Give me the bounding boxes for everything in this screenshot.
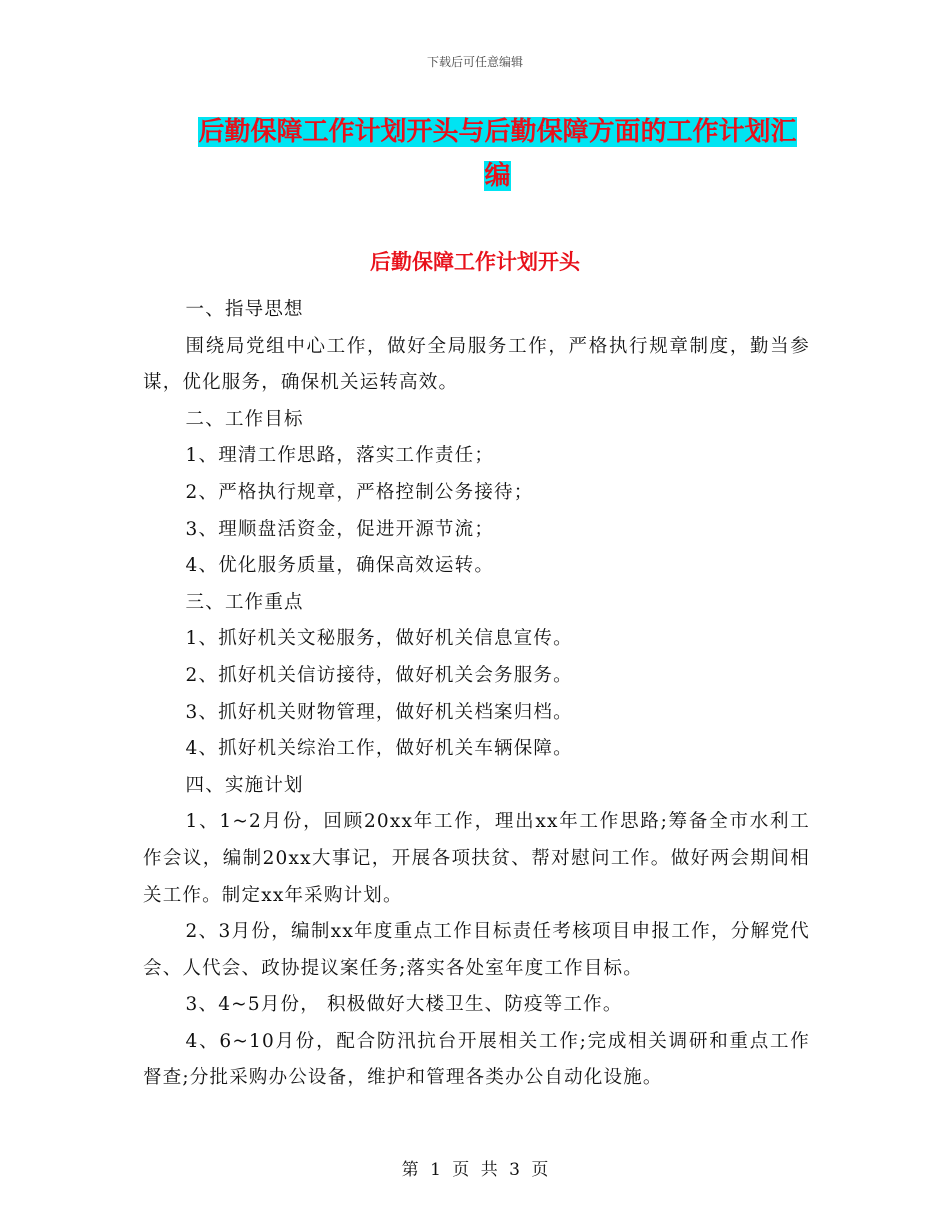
list-item: 2、3月份，编制xx年度重点工作目标责任考核项目申报工作，分解党代会、人代会、政协提议案任务;落实各处室年度工作目标。 [143, 921, 810, 979]
list-item: 4、抓好机关综治工作，做好机关车辆保障。 [185, 738, 573, 760]
list-item: 1、抓好机关文秘服务，做好机关信息宣传。 [185, 628, 573, 650]
document-title [190, 110, 805, 198]
list-item: 1、理清工作思路，落实工作责任； [185, 445, 495, 467]
list-item: 4、优化服务质量，确保高效运转。 [185, 555, 495, 577]
list-item: 2、严格执行规章，严格控制公务接待； [185, 481, 534, 503]
list-item: 3、理顺盘活资金，促进开源节流； [185, 518, 495, 540]
heading-guiding-thought: 一、指导思想 [185, 299, 304, 320]
section-title: 后勤保障工作计划开头 [370, 250, 580, 274]
list-item: 3、抓好机关财物管理，做好机关档案归档。 [185, 701, 573, 723]
heading-work-focus: 三、工作重点 [185, 591, 304, 613]
list-item: 2、抓好机关信访接待，做好机关会务服务。 [185, 664, 573, 686]
heading-implementation-plan: 四、实施计划 [185, 774, 304, 796]
list-item: 3、4~5月份， 积极做好大楼卫生、防疫等工作。 [185, 994, 623, 1016]
document-title-line2: 编 [484, 161, 511, 191]
page-footer: 第 1 页 共 3 页 [401, 1160, 549, 1180]
heading-work-goals: 二、工作目标 [185, 408, 304, 430]
list-item: 1、1~2月份，回顾20xx年工作，理出xx年工作思路;筹备全市水利工作会议，编制20xx大事记，开展各项扶贫、帮对慰问工作。做好两会期间相关工作。制定xx年采购计划。 [143, 811, 810, 906]
header-note: 下载后可任意编辑 [426, 55, 523, 69]
paragraph: 围绕局党组中心工作，做好全局服务工作，严格执行规章制度，勤当参谋，优化服务，确保机关运转高效。 [143, 335, 810, 394]
document-title-line1: 后勤保障工作计划开头与后勤保障方面的工作计划汇 [198, 117, 797, 147]
list-item: 4、6~10月份，配合防汛抗台开展相关工作;完成相关调研和重点工作督查;分批采购办公设备，维护和管理各类办公自动化设施。 [143, 1030, 810, 1089]
document-body [143, 292, 810, 1097]
